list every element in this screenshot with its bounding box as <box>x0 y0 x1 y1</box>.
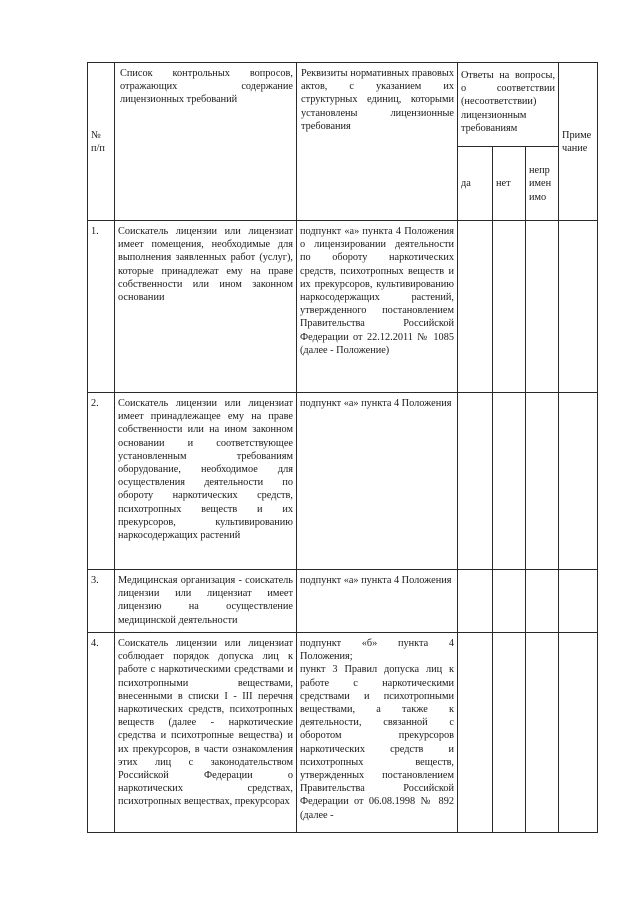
row-question <box>115 633 297 833</box>
header-requisites-text: Реквизиты нормативных правовых актов, с указанием их структурных единиц, которыми установлены лицензионные требования <box>301 68 454 132</box>
note-cell[interactable] <box>559 633 598 833</box>
row-requisite-text: подпункт «б» пункта 4 Положения; <box>300 638 454 663</box>
row-number <box>88 393 115 570</box>
header-questions <box>115 63 297 221</box>
header-yes <box>458 147 493 221</box>
table-row <box>88 393 598 570</box>
answer-na-cell[interactable] <box>526 221 559 393</box>
answer-no-cell[interactable] <box>493 570 526 633</box>
answer-yes-cell[interactable] <box>458 570 493 633</box>
header-yes-text: да <box>461 178 471 190</box>
answer-na-cell[interactable] <box>526 393 559 570</box>
row-requisite <box>297 393 458 570</box>
row-requisite <box>297 633 458 833</box>
row-number <box>88 570 115 633</box>
note-cell[interactable] <box>559 570 598 633</box>
row-requisite-text: подпункт «а» пункта 4 Положения <box>300 575 452 586</box>
header-questions-text: Список контрольных вопросов, отражающих содержание лицензионных требований <box>120 68 293 106</box>
answer-no-cell[interactable] <box>493 221 526 393</box>
answer-yes-cell[interactable] <box>458 221 493 393</box>
table-row <box>88 570 598 633</box>
row-requisite <box>297 221 458 393</box>
header-na-text: неприменимо <box>529 165 552 203</box>
header-answers-text: Ответы на вопросы, о соответствии (несоответствии) лицензионным требованиям <box>461 70 556 134</box>
row-question-text: Соискатель лицензии или лицензиат имеет принадлежащее ему на праве собственности или на ином законном основании и соответствующее установленным требованиям оборудование, необходимое для осуществления деятельности по обороту наркотических средств, психотропных веществ и их прекурсоров, культивированию наркосодержащих растений <box>118 398 293 542</box>
row-question <box>115 570 297 633</box>
header-note-text: Примечание <box>562 129 592 154</box>
answer-yes-cell[interactable] <box>458 393 493 570</box>
row-question <box>115 393 297 570</box>
header-requisites <box>297 63 458 221</box>
row-number-text: 4. <box>91 638 99 649</box>
answer-no-cell[interactable] <box>493 633 526 833</box>
table-row <box>88 221 598 393</box>
header-number-text: № п/п <box>91 129 105 154</box>
header-na <box>526 147 559 221</box>
row-number-text: 1. <box>91 226 99 237</box>
row-requisite-text: подпункт «а» пункта 4 Положения <box>300 398 452 409</box>
row-question-text: Соискатель лицензии или лицензиат имеет помещения, необходимые для выполнения заявленных работ (услуг), которые принадлежат ему на праве собственности или ином законном основании <box>118 226 293 304</box>
row-number <box>88 221 115 393</box>
answer-no-cell[interactable] <box>493 393 526 570</box>
row-question-text: Медицинская организация - соискатель лицензии или лицензиат имеет лицензию на осуществление медицинской деятельности <box>118 575 293 626</box>
header-note <box>559 63 598 221</box>
row-requisite-text-2: пункт 3 Правил допуска лиц к работе с наркотическими средствами и психотропными веществами, а также к деятельности, связанной с оборотом прекурсоров наркотических средств и психотропных веществ, утвержденных постановлением Правительства Российской Федерации от 06.08.1998 № 892 (далее - <box>300 664 454 821</box>
license-checklist-table <box>87 62 598 833</box>
header-answers <box>458 63 559 147</box>
header-no-text: нет <box>496 178 511 190</box>
header-number <box>88 63 115 221</box>
row-question <box>115 221 297 393</box>
row-number-text: 3. <box>91 575 99 586</box>
row-requisite-text: подпункт «а» пункта 4 Положения о лицензировании деятельности по обороту наркотических средств, психотропных веществ и их прекурсоров, культивированию наркосодержащих растений, утвержденного постановлением Правительства Российской Федерации от 22.12.2011 № 1085 (далее - Положение) <box>300 226 454 356</box>
table-row <box>88 633 598 833</box>
row-number <box>88 633 115 833</box>
answer-yes-cell[interactable] <box>458 633 493 833</box>
row-requisite <box>297 570 458 633</box>
row-number-text: 2. <box>91 398 99 409</box>
note-cell[interactable] <box>559 221 598 393</box>
answer-na-cell[interactable] <box>526 633 559 833</box>
note-cell[interactable] <box>559 393 598 570</box>
answer-na-cell[interactable] <box>526 570 559 633</box>
header-no <box>493 147 526 221</box>
row-question-text: Соискатель лицензии или лицензиат соблюдает порядок допуска лиц к работе с наркотическими средствами и психотропными веществами, внесенными в списки I - III перечня наркотических средств, психотропных веществ (далее - наркотические средства и психотропные вещества) и их прекурсоров, в части ознакомления этих лиц с законодательством Российской Федерации о наркотических средствах, психотропных веществах, прекурсорах <box>118 638 293 808</box>
